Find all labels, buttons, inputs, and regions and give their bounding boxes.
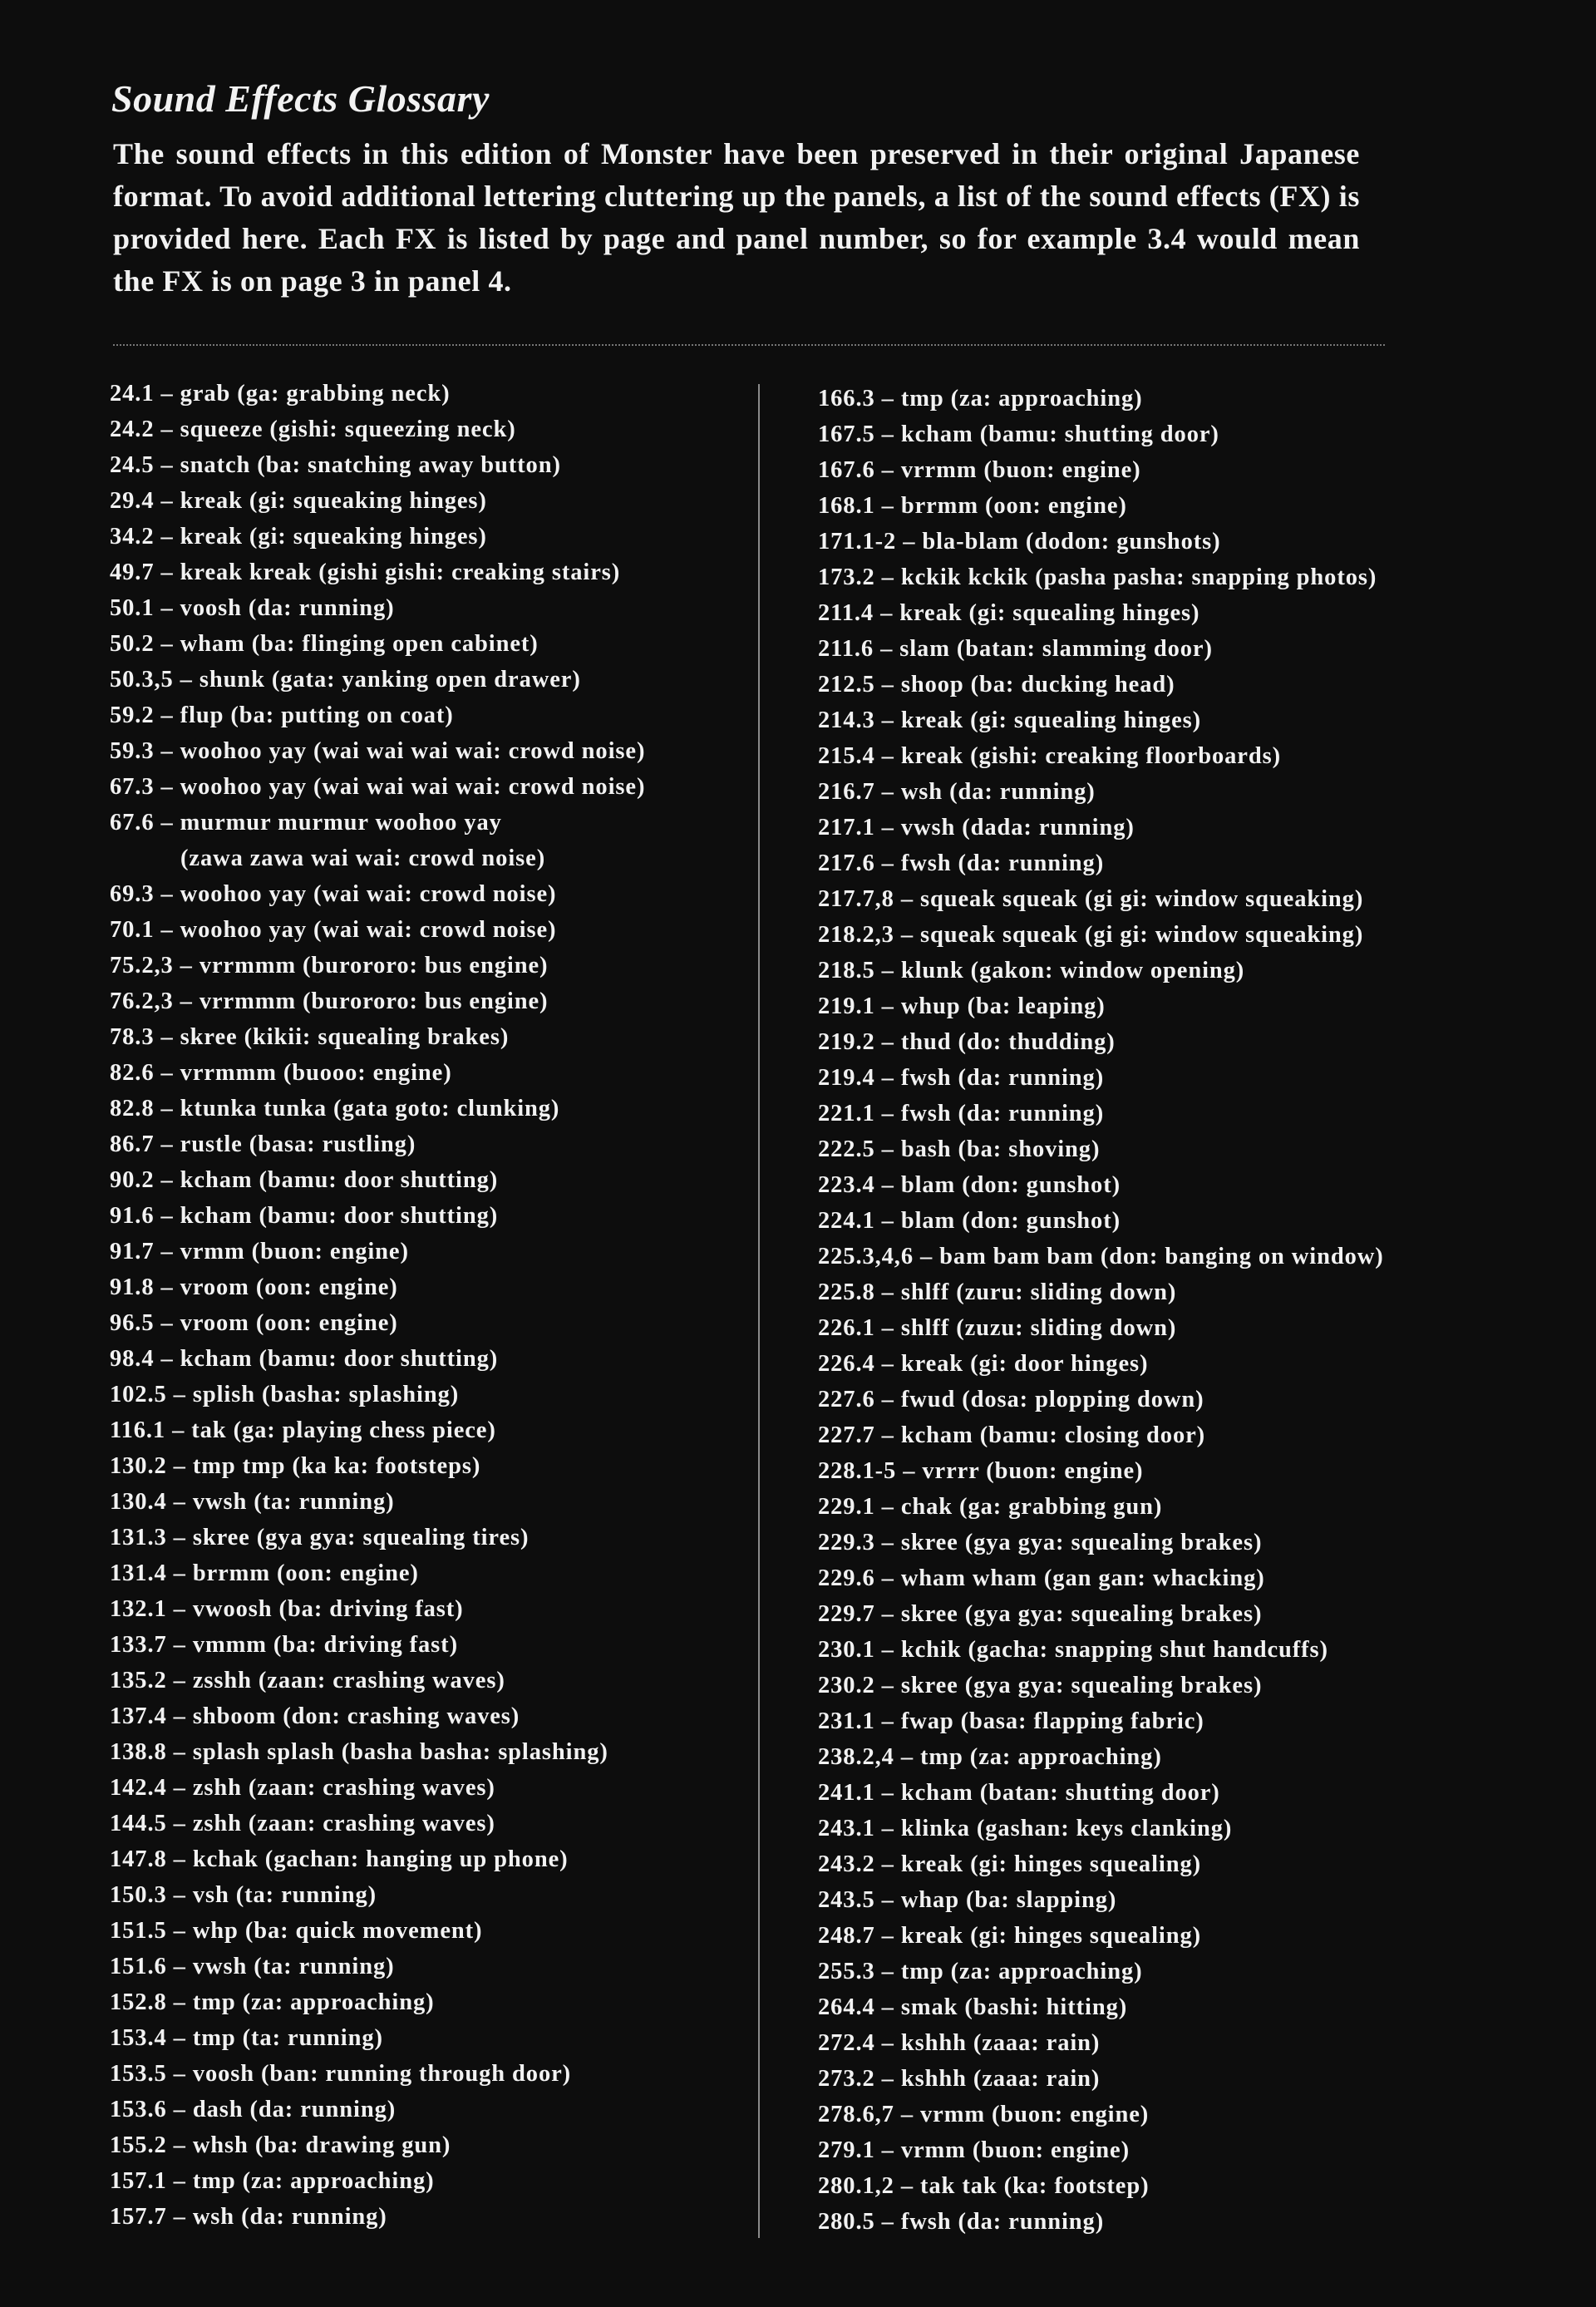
glossary-entry: 278.6,7 – vrmm (buon: engine) <box>818 2102 1150 2127</box>
glossary-entry: 211.4 – kreak (gi: squealing hinges) <box>818 600 1200 626</box>
glossary-entry: 218.5 – klunk (gakon: window opening) <box>818 958 1245 983</box>
glossary-entry: 243.2 – kreak (gi: hinges squealing) <box>818 1851 1202 1877</box>
glossary-entry: 130.4 – vwsh (ta: running) <box>110 1489 395 1515</box>
glossary-entry: 214.3 – kreak (gi: squealing hinges) <box>818 707 1202 733</box>
glossary-entry: 82.6 – vrrmmm (buooo: engine) <box>110 1060 452 1086</box>
glossary-entry: 225.3,4,6 – bam bam bam (don: banging on window) <box>818 1244 1384 1269</box>
glossary-entry: 151.5 – whp (ba: quick movement) <box>110 1918 483 1944</box>
glossary-entry: 91.6 – kcham (bamu: door shutting) <box>110 1203 499 1229</box>
glossary-entry: 280.1,2 – tak tak (ka: footstep) <box>818 2173 1150 2199</box>
glossary-entry: 138.8 – splash splash (basha basha: splashing) <box>110 1739 608 1765</box>
glossary-entry: 24.5 – snatch (ba: snatching away button) <box>110 452 561 478</box>
glossary-entry: 227.6 – fwud (dosa: plopping down) <box>818 1387 1204 1412</box>
glossary-entry: 50.2 – wham (ba: flinging open cabinet) <box>110 631 539 657</box>
glossary-entry: 167.6 – vrrmm (buon: engine) <box>818 457 1141 483</box>
glossary-entry: 230.1 – kchik (gacha: snapping shut handcuffs) <box>818 1637 1328 1663</box>
glossary-entry: 216.7 – wsh (da: running) <box>818 779 1096 805</box>
glossary-entry: 153.5 – voosh (ban: running through door) <box>110 2061 572 2087</box>
glossary-entry: 173.2 – kckik kckik (pasha pasha: snapping photos) <box>818 564 1377 590</box>
glossary-entry: 50.3,5 – shunk (gata: yanking open drawer) <box>110 667 581 693</box>
glossary-entry: 229.7 – skree (gya gya: squealing brakes) <box>818 1601 1263 1627</box>
glossary-entry: 224.1 – blam (don: gunshot) <box>818 1208 1121 1234</box>
column-divider <box>758 384 760 2238</box>
glossary-entry: 217.7,8 – squeak squeak (gi gi: window squeaking) <box>818 886 1364 912</box>
glossary-entry: 238.2,4 – tmp (za: approaching) <box>818 1744 1162 1770</box>
glossary-entry: 229.1 – chak (ga: grabbing gun) <box>818 1494 1163 1520</box>
glossary-entry: 102.5 – splish (basha: splashing) <box>110 1382 460 1407</box>
glossary-entry: 279.1 – vrmm (buon: engine) <box>818 2137 1130 2163</box>
glossary-entry: 131.4 – brrmm (oon: engine) <box>110 1560 419 1586</box>
glossary-right-column <box>818 381 1384 2240</box>
glossary-entry: 222.5 – bash (ba: shoving) <box>818 1136 1101 1162</box>
glossary-entry: 219.4 – fwsh (da: running) <box>818 1065 1105 1091</box>
glossary-entry: 225.8 – shlff (zuru: sliding down) <box>818 1279 1177 1305</box>
glossary-entry: 70.1 – woohoo yay (wai wai: crowd noise) <box>110 917 557 943</box>
glossary-entry: 50.1 – voosh (da: running) <box>110 595 395 621</box>
glossary-entry: 78.3 – skree (kikii: squealing brakes) <box>110 1024 510 1050</box>
glossary-entry: 272.4 – kshhh (zaaa: rain) <box>818 2030 1101 2056</box>
glossary-entry: 116.1 – tak (ga: playing chess piece) <box>110 1417 496 1443</box>
glossary-entry: 91.8 – vroom (oon: engine) <box>110 1274 398 1300</box>
glossary-entry: 243.5 – whap (ba: slapping) <box>818 1887 1117 1913</box>
glossary-entry: 135.2 – zsshh (zaan: crashing waves) <box>110 1668 505 1693</box>
glossary-entry: 217.6 – fwsh (da: running) <box>818 850 1105 876</box>
glossary-entry: 264.4 – smak (bashi: hitting) <box>818 1994 1128 2020</box>
glossary-left-column <box>110 376 645 2235</box>
glossary-entry: 171.1-2 – bla-blam (dodon: gunshots) <box>818 529 1221 555</box>
glossary-entry: 153.4 – tmp (ta: running) <box>110 2025 383 2051</box>
glossary-entry: 152.8 – tmp (za: approaching) <box>110 1989 435 2015</box>
glossary-entry: 215.4 – kreak (gishi: creaking floorboards) <box>818 743 1281 769</box>
glossary-entry: 219.1 – whup (ba: leaping) <box>818 993 1106 1019</box>
glossary-entry: 228.1-5 – vrrrr (buon: engine) <box>818 1458 1144 1484</box>
glossary-entry: 227.7 – kcham (bamu: closing door) <box>818 1422 1206 1448</box>
glossary-entry: 49.7 – kreak kreak (gishi gishi: creaking stairs) <box>110 559 621 585</box>
glossary-entry: 280.5 – fwsh (da: running) <box>818 2209 1105 2235</box>
glossary-entry: 166.3 – tmp (za: approaching) <box>818 386 1143 412</box>
glossary-entry: 217.1 – vwsh (dada: running) <box>818 815 1135 840</box>
glossary-entry: 212.5 – shoop (ba: ducking head) <box>818 672 1175 698</box>
glossary-entry: 230.2 – skree (gya gya: squealing brakes) <box>818 1673 1263 1698</box>
glossary-entry: 153.6 – dash (da: running) <box>110 2097 397 2122</box>
glossary-entry: 273.2 – kshhh (zaaa: rain) <box>818 2066 1101 2092</box>
glossary-entry: 96.5 – vroom (oon: engine) <box>110 1310 398 1336</box>
glossary-entry: 133.7 – vmmm (ba: driving fast) <box>110 1632 458 1658</box>
glossary-entry: 24.2 – squeeze (gishi: squeezing neck) <box>110 417 516 442</box>
glossary-entry: 219.2 – thud (do: thudding) <box>818 1029 1116 1055</box>
glossary-entry: 59.3 – woohoo yay (wai wai wai wai: crowd noise) <box>110 738 646 764</box>
glossary-entry-continuation: (zawa zawa wai wai: crowd noise) <box>180 845 546 871</box>
glossary-entry: 157.1 – tmp (za: approaching) <box>110 2168 435 2194</box>
glossary-entry: 147.8 – kchak (gachan: hanging up phone) <box>110 1846 569 1872</box>
glossary-entry: 132.1 – vwoosh (ba: driving fast) <box>110 1596 464 1622</box>
glossary-entry: 24.1 – grab (ga: grabbing neck) <box>110 381 451 407</box>
glossary-entry: 144.5 – zshh (zaan: crashing waves) <box>110 1811 495 1836</box>
glossary-entry: 157.7 – wsh (da: running) <box>110 2204 387 2230</box>
glossary-entry: 67.3 – woohoo yay (wai wai wai wai: crowd noise) <box>110 774 646 800</box>
glossary-entry: 229.6 – wham wham (gan gan: whacking) <box>818 1565 1265 1591</box>
glossary-entry: 241.1 – kcham (batan: shutting door) <box>818 1780 1220 1806</box>
glossary-entry: 76.2,3 – vrrmmm (burororo: bus engine) <box>110 988 549 1014</box>
glossary-entry: 130.2 – tmp tmp (ka ka: footsteps) <box>110 1453 481 1479</box>
glossary-entry: 34.2 – kreak (gi: squeaking hinges) <box>110 524 487 550</box>
glossary-entry: 137.4 – shboom (don: crashing waves) <box>110 1703 520 1729</box>
glossary-entry: 98.4 – kcham (bamu: door shutting) <box>110 1346 499 1372</box>
glossary-entry: 243.1 – klinka (gashan: keys clanking) <box>818 1816 1233 1841</box>
glossary-entry: 226.1 – shlff (zuzu: sliding down) <box>818 1315 1177 1341</box>
glossary-entry: 221.1 – fwsh (da: running) <box>818 1101 1105 1126</box>
section-divider <box>113 344 1385 346</box>
glossary-entry: 82.8 – ktunka tunka (gata goto: clunking) <box>110 1096 560 1121</box>
glossary-entry: 59.2 – flup (ba: putting on coat) <box>110 702 454 728</box>
glossary-entry: 151.6 – vwsh (ta: running) <box>110 1954 395 1979</box>
glossary-entry: 255.3 – tmp (za: approaching) <box>818 1959 1143 1984</box>
glossary-entry: 167.5 – kcham (bamu: shutting door) <box>818 421 1219 447</box>
page-title: Sound Effects Glossary <box>111 77 490 120</box>
intro-paragraph: The sound effects in this edition of Monster have been preserved in their original Japanese format. To avoid additional lettering cluttering up the panels, a list of the sound effects (FX) is provided here. Each FX is listed by page and panel number, so for example 3.4 would mean the FX is on page 3 in panel 4. <box>113 137 1360 298</box>
glossary-entry: 91.7 – vrmm (buon: engine) <box>110 1239 409 1264</box>
glossary-entry: 218.2,3 – squeak squeak (gi gi: window squeaking) <box>818 922 1364 948</box>
glossary-entry: 226.4 – kreak (gi: door hinges) <box>818 1351 1149 1377</box>
glossary-entry: 223.4 – blam (don: gunshot) <box>818 1172 1121 1198</box>
glossary-entry: 155.2 – whsh (ba: drawing gun) <box>110 2132 451 2158</box>
glossary-entry: 75.2,3 – vrrmmm (burororo: bus engine) <box>110 953 549 979</box>
glossary-entry: 150.3 – vsh (ta: running) <box>110 1882 377 1908</box>
glossary-entry: 142.4 – zshh (zaan: crashing waves) <box>110 1775 495 1801</box>
glossary-entry: 211.6 – slam (batan: slamming door) <box>818 636 1213 662</box>
glossary-entry: 229.3 – skree (gya gya: squealing brakes) <box>818 1530 1263 1555</box>
glossary-entry: 248.7 – kreak (gi: hinges squealing) <box>818 1923 1202 1949</box>
glossary-entry: 29.4 – kreak (gi: squeaking hinges) <box>110 488 487 514</box>
glossary-entry: 231.1 – fwap (basa: flapping fabric) <box>818 1708 1204 1734</box>
glossary-entry: 67.6 – murmur murmur woohoo yay <box>110 810 502 836</box>
glossary-entry: 90.2 – kcham (bamu: door shutting) <box>110 1167 499 1193</box>
glossary-entry: 69.3 – woohoo yay (wai wai: crowd noise) <box>110 881 557 907</box>
glossary-entry: 168.1 – brrmm (oon: engine) <box>818 493 1127 519</box>
glossary-entry: 131.3 – skree (gya gya: squealing tires) <box>110 1525 530 1550</box>
glossary-entry: 86.7 – rustle (basa: rustling) <box>110 1131 416 1157</box>
